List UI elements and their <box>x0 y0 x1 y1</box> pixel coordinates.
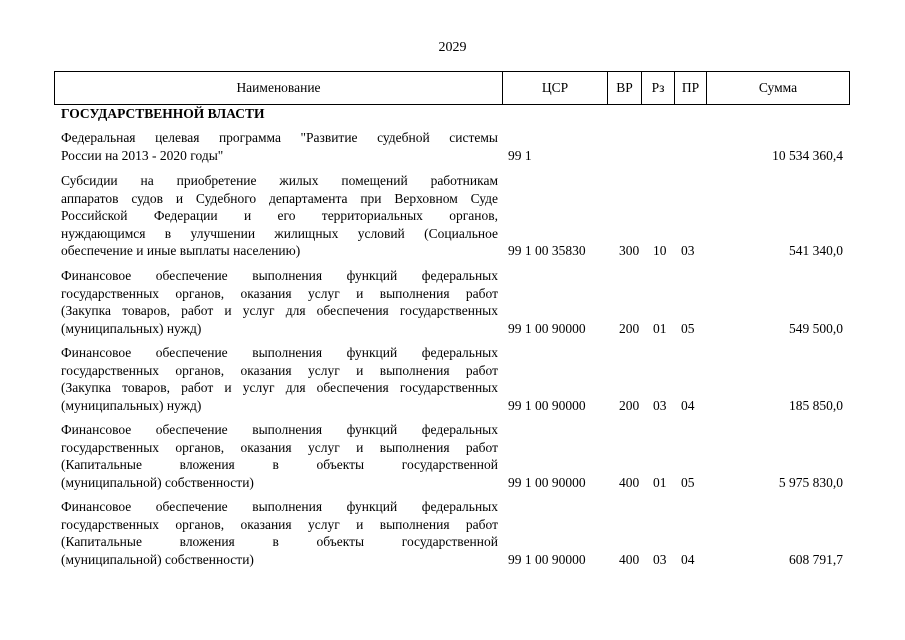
row-sum: 185 850,0 <box>789 397 843 413</box>
row-rz: 01 <box>653 320 667 336</box>
description-line: государственных органов, оказания услуг и выполнения работ <box>61 362 498 378</box>
row-description <box>61 172 498 260</box>
header-vr: ВР <box>607 72 641 104</box>
header-name: Наименование <box>54 72 502 104</box>
row-sum: 10 534 360,4 <box>772 147 843 163</box>
description-line: (Закупка товаров, работ и услуг для обеспечения государственных <box>61 380 498 395</box>
row-vr: 200 <box>619 320 640 336</box>
description-line: (Закупка товаров, работ и услуг для обеспечения государственных <box>61 303 498 318</box>
row-vr: 200 <box>619 397 640 413</box>
row-pr: 03 <box>681 243 695 258</box>
row-pr: 05 <box>681 320 695 336</box>
description-line: нуждающимся в улучшении жилищных условий (Социальное <box>61 225 498 241</box>
header-csr: ЦСР <box>502 72 607 104</box>
row-sum: 541 340,0 <box>789 243 843 258</box>
description-line: (муниципальных) нужд) <box>61 397 202 413</box>
header-pr: ПР <box>674 72 706 104</box>
row-rz: 03 <box>653 397 667 413</box>
description-line: (муниципальных) нужд) <box>61 320 202 336</box>
description-line: (муниципальной) собственности) <box>61 474 254 490</box>
row-description <box>61 267 498 337</box>
description-line: Финансовое обеспечение выполнения функций федеральных <box>61 499 498 514</box>
row-description <box>61 498 498 568</box>
description-line: обеспечение и иные выплаты населению) <box>61 243 301 258</box>
row-description <box>61 129 498 164</box>
row-csr: 99 1 00 90000 <box>508 320 586 336</box>
row-pr: 04 <box>681 551 695 567</box>
row-pr: 05 <box>681 474 695 490</box>
row-rz: 10 <box>653 243 667 258</box>
description-line: государственных органов, оказания услуг и выполнения работ <box>61 285 498 301</box>
row-csr: 99 1 00 90000 <box>508 551 586 567</box>
table-header <box>54 71 850 105</box>
section-heading: ГОСУДАРСТВЕННОЙ ВЛАСТИ <box>61 106 265 121</box>
description-line: Финансовое обеспечение выполнения функций федеральных <box>61 268 498 283</box>
description-line: Финансовое обеспечение выполнения функций федеральных <box>61 422 498 437</box>
row-pr: 04 <box>681 397 695 413</box>
row-description <box>61 421 498 491</box>
page-number: 2029 <box>438 40 467 55</box>
row-sum: 549 500,0 <box>789 320 843 336</box>
description-line: России на 2013 - 2020 годы" <box>61 147 224 163</box>
description-line: (муниципальной) собственности) <box>61 551 254 567</box>
row-csr: 99 1 00 90000 <box>508 474 586 490</box>
description-line: Федеральная целевая программа "Развитие судебной системы <box>61 130 498 145</box>
description-line: государственных органов, оказания услуг и выполнения работ <box>61 516 498 532</box>
row-vr: 400 <box>619 551 640 567</box>
row-csr: 99 1 00 90000 <box>508 397 586 413</box>
row-vr: 400 <box>619 474 640 490</box>
row-rz: 01 <box>653 474 667 490</box>
row-description <box>61 344 498 414</box>
description-line: аппаратов судов и Судебного департамента при Верховном Суде <box>61 190 498 206</box>
row-csr: 99 1 <box>508 147 532 163</box>
row-sum: 608 791,7 <box>789 551 843 567</box>
description-line: Субсидии на приобретение жилых помещений работникам <box>61 173 498 188</box>
row-csr: 99 1 00 35830 <box>508 243 586 258</box>
header-rz: Рз <box>641 72 674 104</box>
description-line: (Капитальные вложения в объекты государственной <box>61 534 498 549</box>
row-sum: 5 975 830,0 <box>778 474 843 490</box>
row-rz: 03 <box>653 551 667 567</box>
description-line: (Капитальные вложения в объекты государственной <box>61 457 498 472</box>
description-line: государственных органов, оказания услуг и выполнения работ <box>61 439 498 455</box>
description-line: Российской Федерации и его территориальных органов, <box>61 208 498 223</box>
header-sum: Сумма <box>706 72 850 104</box>
description-line: Финансовое обеспечение выполнения функций федеральных <box>61 345 498 360</box>
row-vr: 300 <box>619 243 640 258</box>
